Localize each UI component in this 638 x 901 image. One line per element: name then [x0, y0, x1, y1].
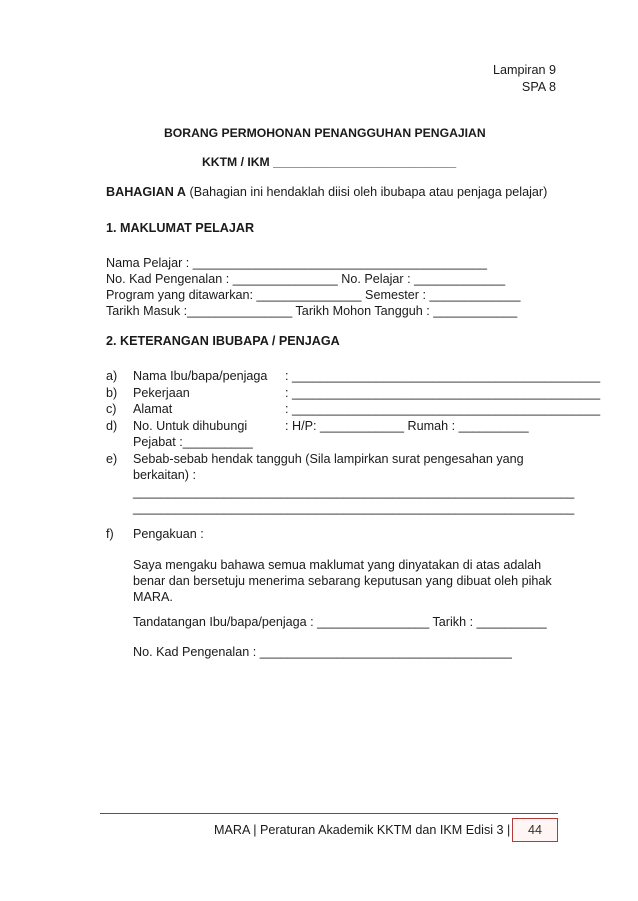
item-b-marker: b): [106, 386, 118, 400]
section-a-label: BAHAGIAN A: [106, 185, 186, 199]
form-title: BORANG PERMOHONAN PENANGGUHAN PENGAJIAN: [164, 126, 486, 140]
page-number: 44: [512, 818, 558, 842]
item-a-marker: a): [106, 369, 118, 383]
section-1-heading: 1. MAKLUMAT PELAJAR: [106, 221, 255, 235]
footer-divider: [100, 813, 558, 814]
student-name-row: Nama Pelajar : __________________________________________: [106, 256, 487, 270]
section-a-note: (Bahagian ini hendaklah diisi oleh ibubapa atau penjaga pelajar): [186, 185, 548, 199]
footer-text: MARA | Peraturan Akademik KKTM dan IKM Edisi 3 |: [214, 823, 511, 837]
declaration-line-1: Saya mengaku bahawa semua maklumat yang dinyatakan di atas adalah: [133, 558, 542, 572]
office-phone-row: Pejabat :__________: [133, 435, 253, 449]
section-2-heading: 2. KETERANGAN IBUBAPA / PENJAGA: [106, 334, 340, 348]
reason-blank-line-2: _______________________________________________________________: [133, 501, 575, 515]
item-a-value: : ____________________________________________: [285, 369, 601, 383]
item-e-marker: e): [106, 452, 118, 466]
declaration-line-2: benar dan bersetuju menerima sebarang keputusan yang dibuat oleh pihak: [133, 574, 552, 588]
entry-date-row: Tarikh Masuk :_______________ Tarikh Mohon Tangguh : ____________: [106, 304, 518, 318]
item-c-marker: c): [106, 402, 117, 416]
item-e-line-1: Sebab-sebab hendak tangguh (Sila lampirkan surat pengesahan yang: [133, 452, 524, 466]
item-d-marker: d): [106, 419, 118, 433]
item-a-label: Nama Ibu/bapa/penjaga: [133, 369, 268, 383]
appendix-label: Lampiran 9: [492, 63, 556, 77]
item-c-value: : ____________________________________________: [285, 402, 601, 416]
item-f-marker: f): [106, 527, 114, 541]
declaration-line-3: MARA.: [133, 590, 173, 604]
item-d-label: No. Untuk dihubungi: [133, 419, 248, 433]
reason-blank-line-1: _______________________________________________________________: [133, 485, 575, 499]
form-code: SPA 8: [521, 80, 556, 94]
ic-number-row: No. Kad Pengenalan : _______________ No. Pelajar : _____________: [106, 272, 506, 286]
item-d-value: : H/P: ____________ Rumah : __________: [285, 419, 529, 433]
item-e-line-2: berkaitan) :: [133, 468, 196, 482]
item-b-value: : ____________________________________________: [285, 386, 601, 400]
program-row: Program yang ditawarkan: _______________ Semester : _____________: [106, 288, 521, 302]
item-f-label: Pengakuan :: [133, 527, 204, 541]
item-c-label: Alamat: [133, 402, 173, 416]
guardian-ic-row: No. Kad Pengenalan : ____________________________________: [133, 645, 512, 659]
signature-row: Tandatangan Ibu/bapa/penjaga : ________________ Tarikh : __________: [133, 615, 547, 629]
section-a-line: [106, 184, 547, 200]
form-subtitle: KKTM / IKM ___________________________: [202, 155, 457, 169]
item-b-label: Pekerjaan: [133, 386, 190, 400]
